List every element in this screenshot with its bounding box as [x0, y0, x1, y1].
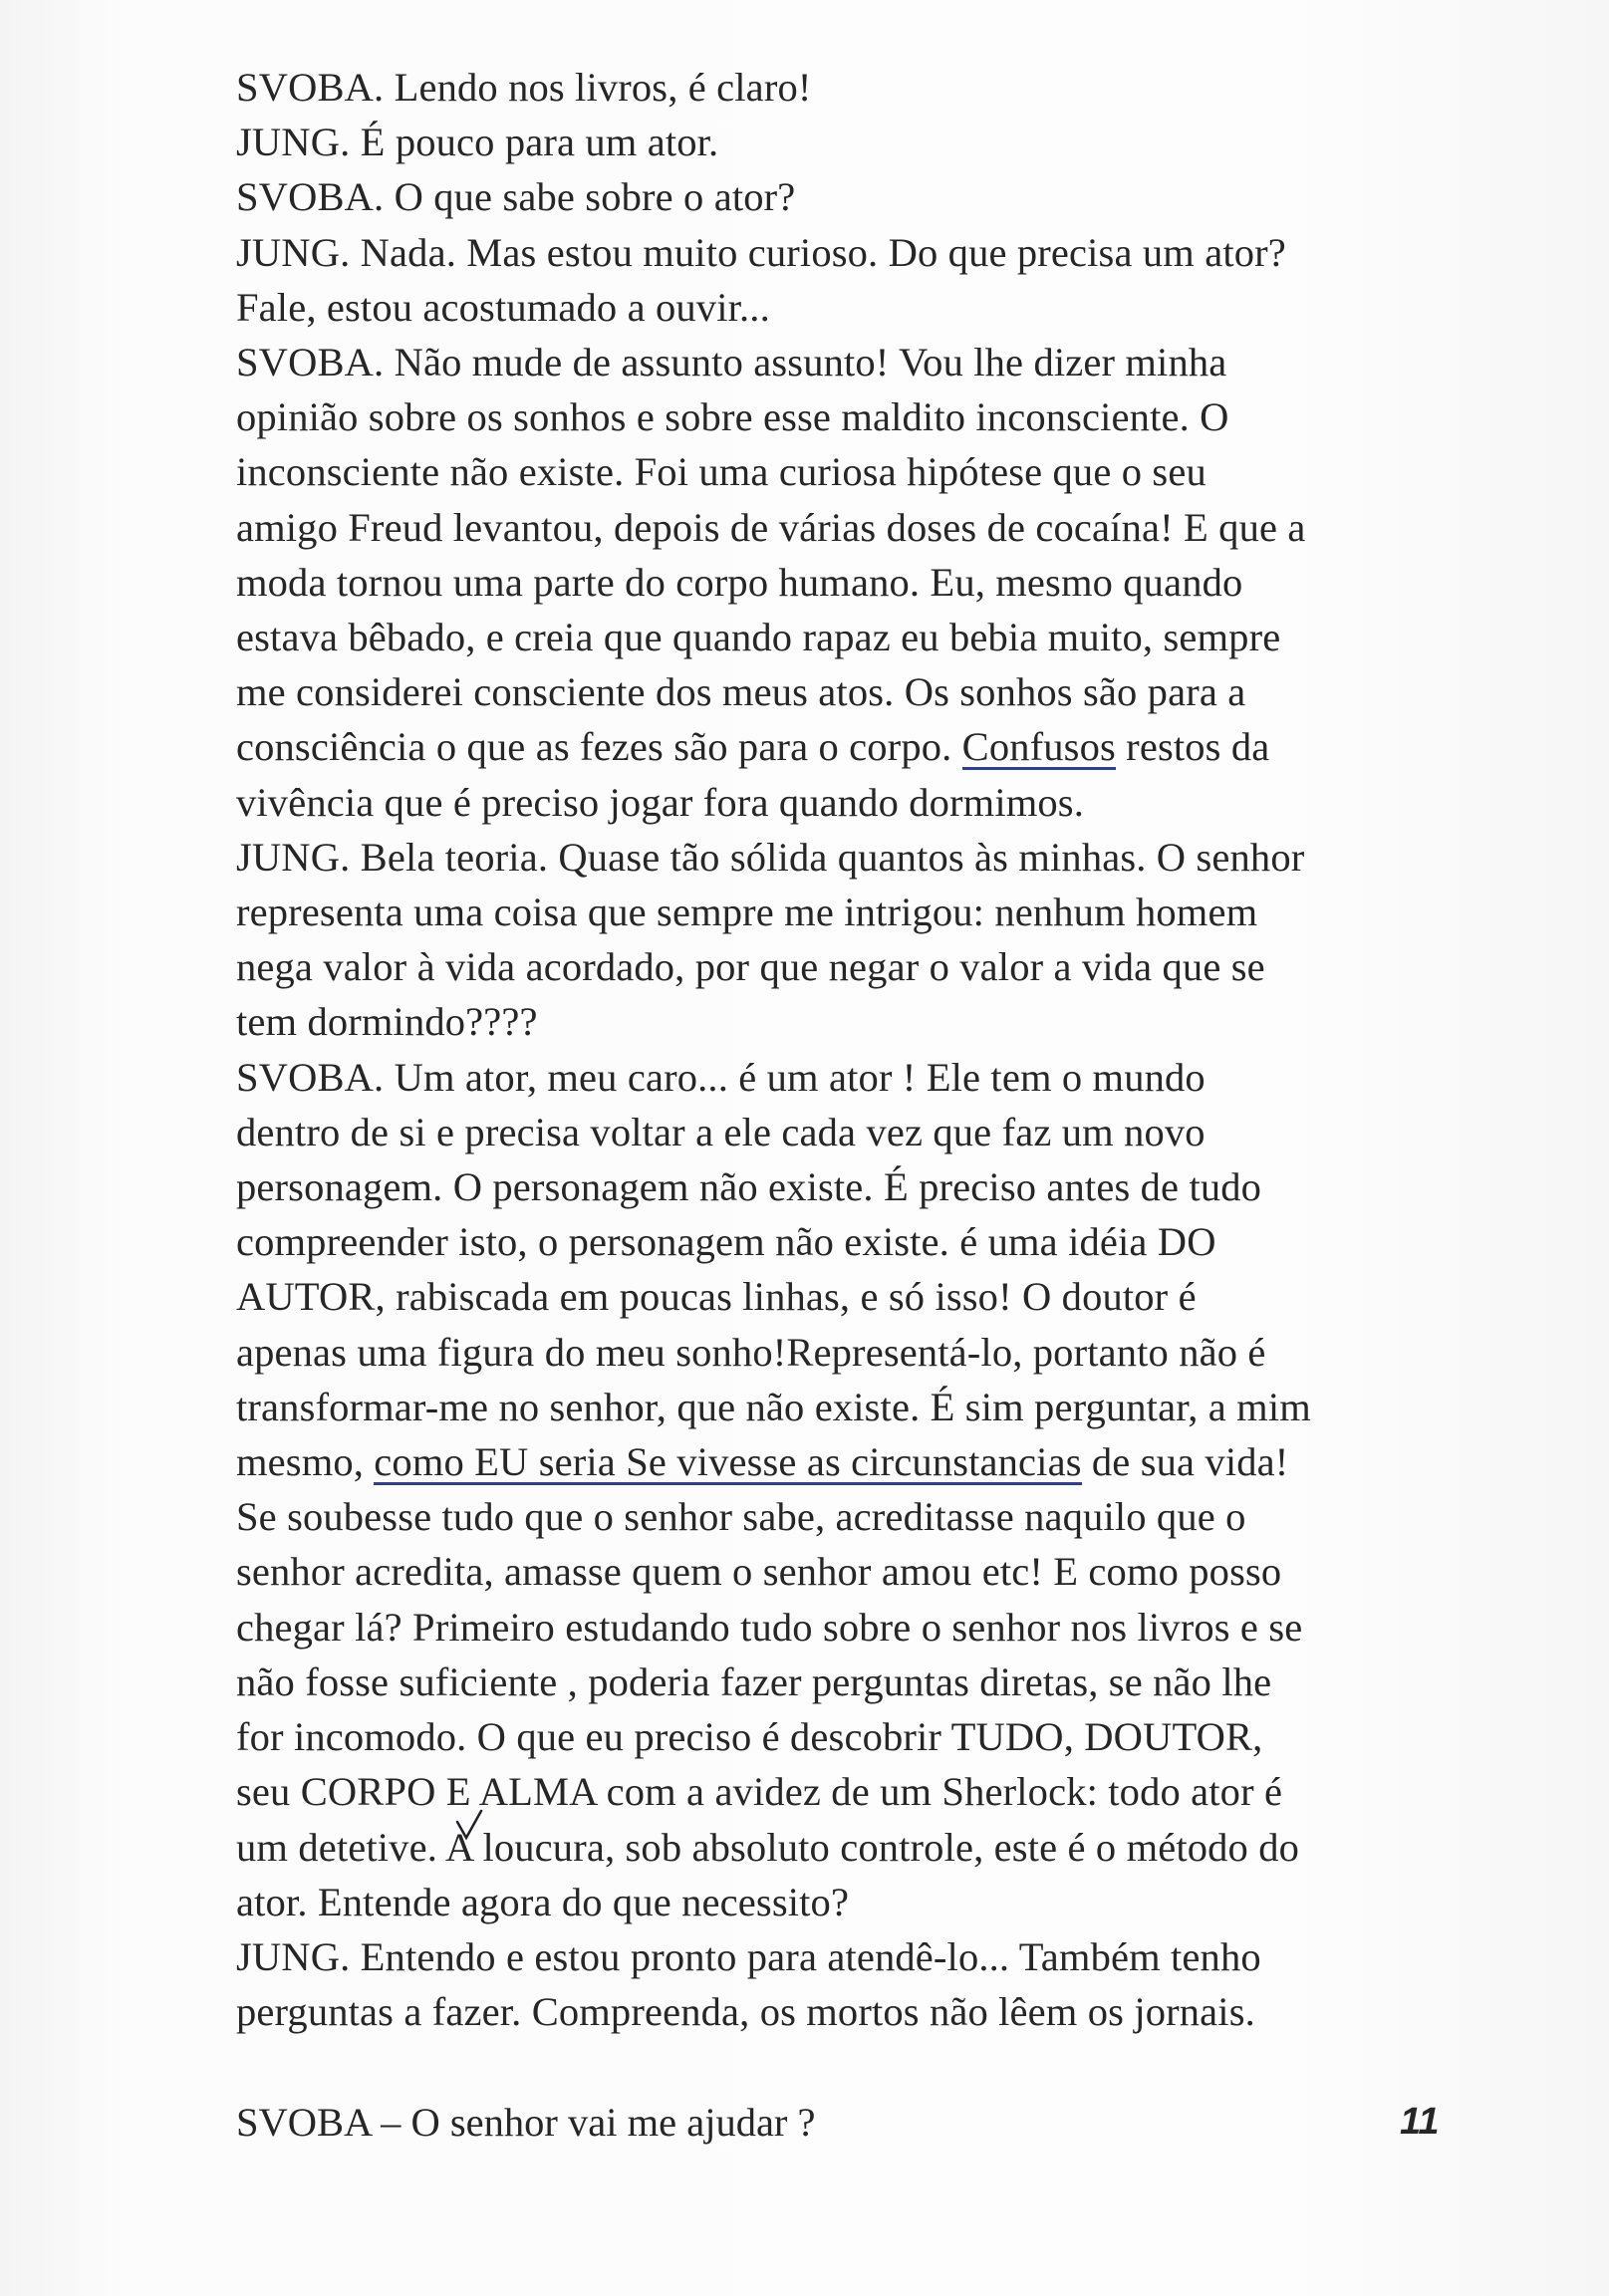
page-number: 11 — [1400, 2101, 1440, 2143]
text-line: personagem. O personagem não existe. É preciso antes de tudo — [236, 1164, 1262, 1210]
text-line: não fosse suficiente , poderia fazer perguntas diretas, se não lhe — [236, 1658, 1272, 1704]
text-line: um detetive. A loucura, sob absoluto controle, este é o método do — [236, 1824, 1300, 1870]
pen-underlined-word: Confusos — [961, 724, 1116, 770]
text-line: apenas uma figura do meu sonho!Representá-lo, portanto não é — [236, 1329, 1266, 1375]
text-line: transformar-me no senhor, que não existe. É sim perguntar, a mim — [236, 1384, 1311, 1429]
text-line: JUNG. Entendo e estou pronto para atendê-lo... Também tenho — [236, 1933, 1261, 1979]
text-segment: restos da — [1115, 724, 1270, 770]
text-line: SVOBA. Um ator, meu caro... é um ator ! Ele tem o mundo — [236, 1054, 1206, 1100]
text-line: SVOBA. O que sabe sobre o ator? — [236, 174, 796, 220]
text-segment: de sua vida! — [1081, 1439, 1289, 1485]
text-line: inconsciente não existe. Foi uma curiosa hipótese que o seu — [236, 449, 1207, 495]
text-line: compreender isto, o personagem não existe. é uma idéia DO — [236, 1219, 1216, 1265]
text-line — [236, 719, 1531, 774]
text-line: dentro de si e precisa voltar a ele cada vez que faz um novo — [236, 1109, 1206, 1154]
text-line: Fale, estou acostumado a ouvir... — [236, 284, 770, 330]
dialogue-text — [236, 60, 1531, 2039]
text-line: chegar lá? Primeiro estudando tudo sobre o senhor nos livros e se — [236, 1604, 1303, 1650]
text-segment: mesmo, — [236, 1439, 375, 1485]
text-line: nega valor à vida acordado, por que negar o valor a vida que se — [236, 944, 1265, 990]
text-line: JUNG. Bela teoria. Quase tão sólida quantos às minhas. O senhor — [236, 834, 1305, 880]
text-line: estava bêbado, e creia que quando rapaz eu bebia muito, sempre — [236, 615, 1281, 660]
text-line: for incomodo. O que eu preciso é descobrir TUDO, DOUTOR, — [236, 1714, 1263, 1760]
text-line: JUNG. É pouco para um ator. — [236, 120, 719, 165]
text-segment: consciência o que as fezes são para o corpo. — [236, 724, 962, 770]
text-line: SVOBA. Não mude de assunto assunto! Vou lhe dizer minha — [236, 340, 1227, 385]
text-line: ator. Entende agora do que necessito? — [236, 1879, 850, 1924]
text-line: moda tornou uma parte do corpo humano. Eu, mesmo quando — [236, 559, 1243, 605]
text-line: AUTOR, rabiscada em poucas linhas, e só isso! O doutor é — [236, 1274, 1197, 1320]
text-line: senhor acredita, amasse quem o senhor amou etc! E como posso — [236, 1549, 1282, 1595]
text-line: opinião sobre os sonhos e sobre esse maldito inconsciente. O — [236, 394, 1229, 440]
pen-check-mark-icon — [454, 1808, 484, 1842]
text-line: amigo Freud levantou, depois de várias doses de cocaína! E que a — [236, 504, 1306, 550]
text-line: JUNG. Nada. Mas estou muito curioso. Do que precisa um ator? — [236, 229, 1286, 275]
text-line: Se soubesse tudo que o senhor sabe, acreditasse naquilo que o — [236, 1494, 1246, 1540]
text-line: perguntas a fazer. Compreenda, os mortos não lêem os jornais. — [236, 1989, 1255, 2035]
footer-dialogue-line: SVOBA – O senhor vai me ajudar ? — [236, 2100, 816, 2145]
text-line: tem dormindo???? — [236, 999, 538, 1045]
text-line — [236, 1434, 1531, 1489]
text-line: representa uma coisa que sempre me intrigou: nenhum homem — [236, 890, 1258, 935]
text-line: SVOBA. Lendo nos livros, é claro! — [236, 65, 812, 110]
text-line: me considerei consciente dos meus atos. Os sonhos são para a — [236, 669, 1246, 715]
pen-underlined-phrase: como EU seria Se vivesse as circunstancias — [374, 1439, 1082, 1485]
text-line: vivência que é preciso jogar fora quando dormimos. — [236, 779, 1084, 825]
text-line: seu CORPO E ALMA com a avidez de um Sherlock: todo ator é — [236, 1769, 1283, 1815]
